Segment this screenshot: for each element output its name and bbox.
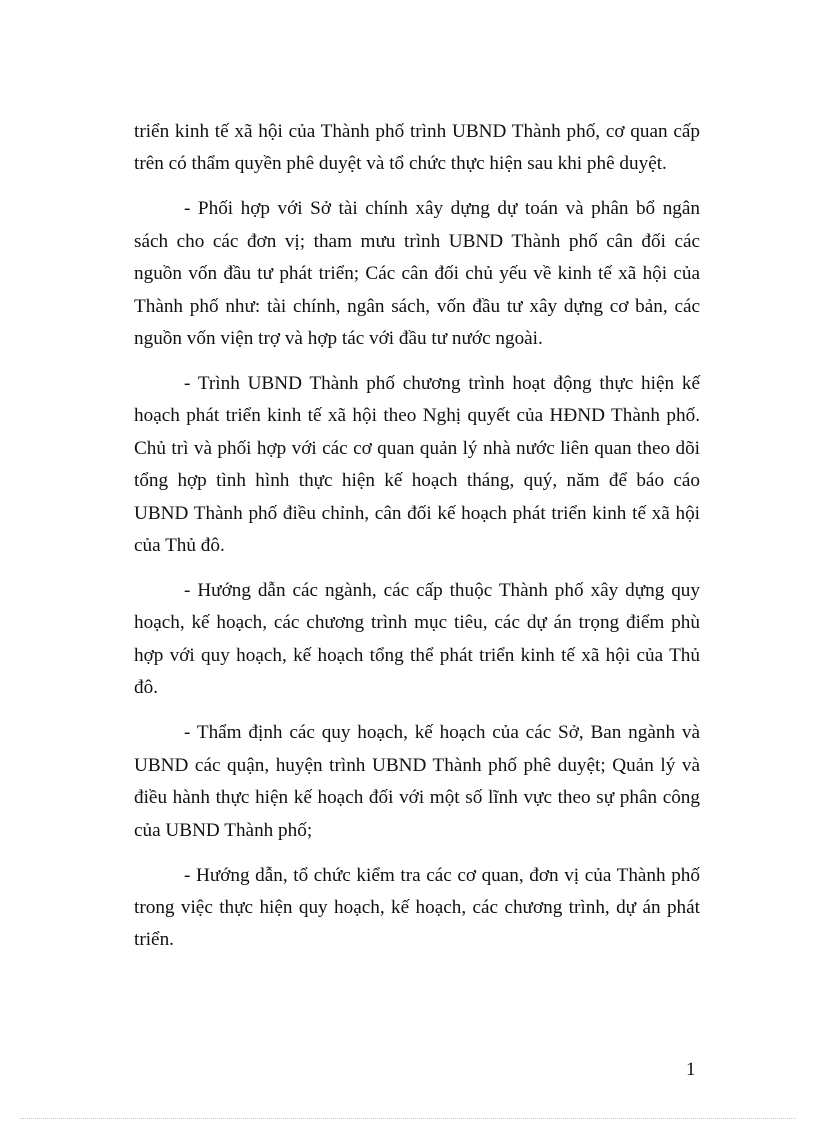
- page-bottom-border: [20, 1118, 796, 1119]
- paragraph-plan-appraisal: - Thẩm định các quy hoạch, kế hoạch của các Sở, Ban ngành và UBND các quận, huyện trình UBND Thành phố phê duyệt; Quản lý và điều hành thực hiện kế hoạch đối với một số lĩnh vực theo sự phân công của UBND Thành phố;: [134, 722, 700, 841]
- paragraph-budget-coordination: - Phối hợp với Sở tài chính xây dựng dự toán và phân bổ ngân sách cho các đơn vị; tham mưu trình UBND Thành phố cân đối các nguồn vốn đầu tư phát triển; Các cân đối chủ yếu về kinh tế xã hội của Thành phố như: tài chính, ngân sách, vốn đầu tư xây dựng cơ bản, các nguồn vốn viện trợ và hợp tác với đầu tư nước ngoài.: [134, 198, 700, 350]
- paragraph-continuation: triển kinh tế xã hội của Thành phố trình UBND Thành phố, cơ quan cấp trên có thẩm quyền phê duyệt và tổ chức thực hiện sau khi phê duyệt.: [134, 121, 700, 175]
- paragraph-planning-guidance: - Hướng dẫn các ngành, các cấp thuộc Thành phố xây dựng quy hoạch, kế hoạch, các chương trình mục tiêu, các dự án trọng điểm phù hợp với quy hoạch, kế hoạch tổng thể phát triển kinh tế xã hội của Thủ đô.: [134, 580, 700, 699]
- page-number: 1: [686, 1059, 696, 1080]
- paragraph-inspection-guidance: - Hướng dẫn, tổ chức kiểm tra các cơ quan, đơn vị của Thành phố trong việc thực hiện quy hoạch, kế hoạch, các chương trình, dự án phát triển.: [134, 864, 700, 951]
- document-body: [134, 116, 700, 969]
- paragraph-action-program: - Trình UBND Thành phố chương trình hoạt động thực hiện kế hoạch phát triển kinh tế xã hội theo Nghị quyết của HĐND Thành phố. Chủ trì và phối hợp với các cơ quan quản lý nhà nước liên quan theo dõi tổng hợp tình hình thực hiện kế hoạch tháng, quý, năm để báo cáo UBND Thành phố điều chỉnh, cân đối kế hoạch phát triển kinh tế xã hội của Thủ đô.: [134, 373, 700, 557]
